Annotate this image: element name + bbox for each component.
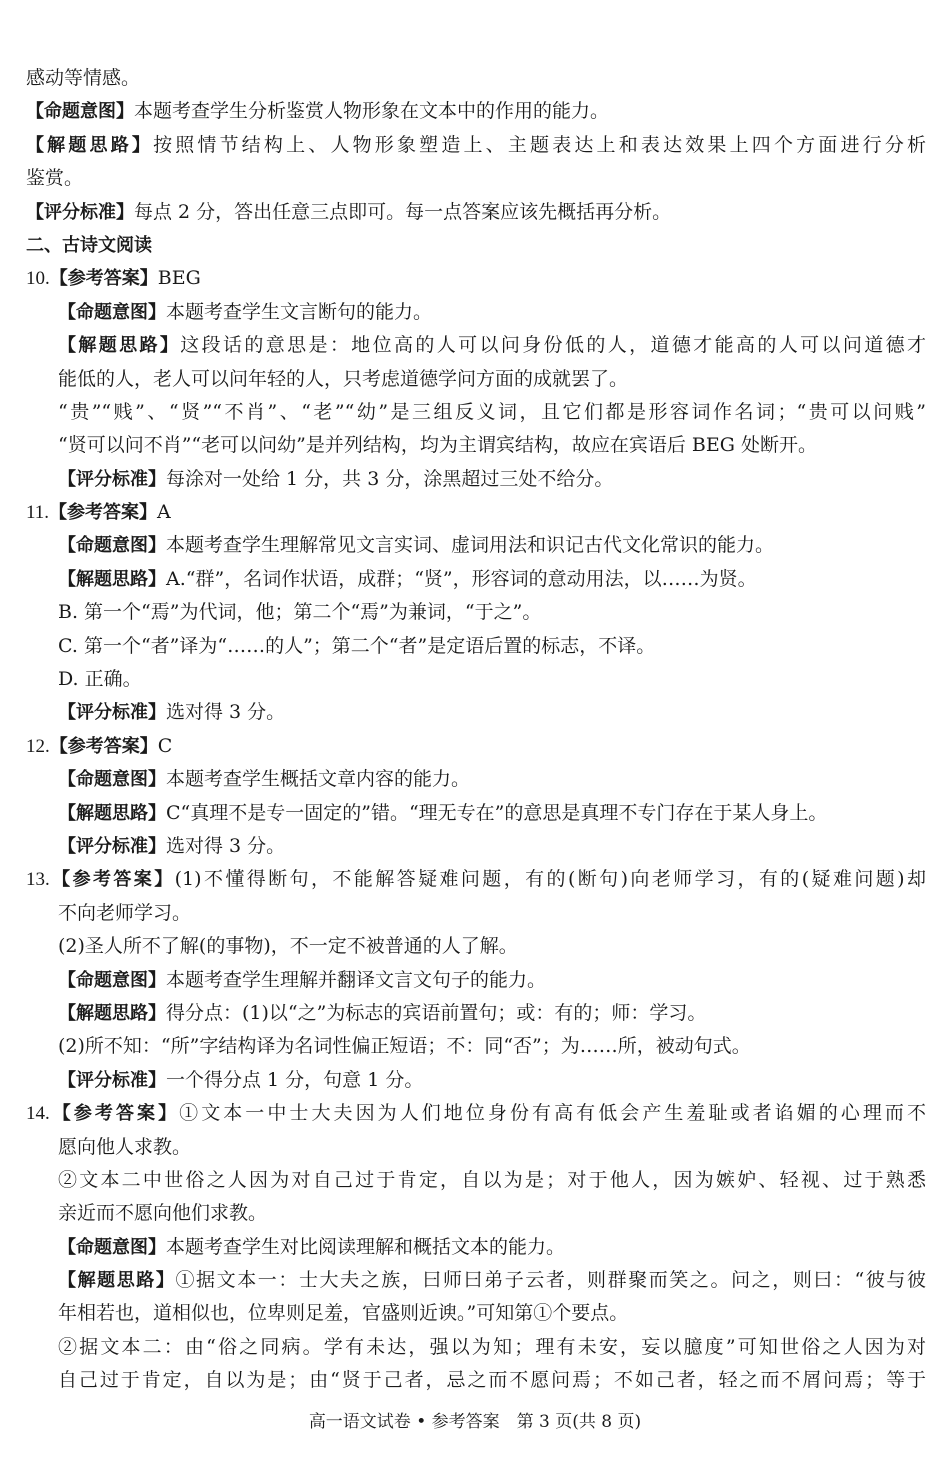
approach-text: 按照情节结构上、人物形象塑造上、主题表达上和表达效果上四个方面进行分析	[153, 133, 926, 156]
question-number: 14.	[26, 1103, 50, 1125]
intent-text: 本题考查学生分析鉴赏人物形象在文本中的作用的能力。	[134, 100, 610, 123]
approach-line	[26, 363, 926, 396]
intent-tag: 【命题意图】	[58, 769, 166, 791]
approach-tag: 【解题思路】	[58, 1270, 176, 1292]
intent-line	[26, 529, 926, 562]
approach-line	[26, 329, 926, 362]
scoring-line	[26, 1064, 926, 1097]
approach-line	[26, 1264, 926, 1297]
answer-text: (2)圣人所不了解(的事物)，不一定不被普通的人了解。	[58, 935, 518, 958]
intent-line	[26, 296, 926, 329]
approach-text: 自己过于肯定，自以为是；由“贤于己者，忌之而不愿问焉；不如己者，轻之而不屑问焉；等于	[58, 1369, 926, 1392]
approach-line	[26, 429, 926, 462]
approach-text: ②据文本二：由“俗之同病。学有未达，强以为知；理有未安，妄以臆度”可知世俗之人因为对	[58, 1335, 926, 1358]
answer-text: 愿向他人求教。	[58, 1135, 192, 1158]
scoring-tag: 【评分标准】	[26, 201, 134, 223]
approach-text: 年相若也，道相似也，位卑则足羞，官盛则近谀。”可知第①个要点。	[58, 1302, 629, 1325]
scoring-line	[26, 696, 926, 729]
intent-text: 本题考查学生概括文章内容的能力。	[166, 768, 471, 791]
scoring-line	[26, 830, 926, 863]
approach-tag: 【解题思路】	[58, 1002, 166, 1024]
answer-text: A	[157, 501, 171, 524]
intent-line	[26, 763, 926, 796]
scoring-text: 选对得 3 分。	[166, 834, 286, 857]
approach-line	[26, 1331, 926, 1364]
page-content	[26, 62, 926, 1398]
answer-tag: 【参考答案】	[49, 735, 158, 757]
question-number: 12.	[26, 735, 50, 757]
approach-tag: 【解题思路】	[26, 134, 154, 156]
approach-text: A.“群”，名词作状语，成群；“贤”，形容词的意动用法，以……为贤。	[166, 567, 757, 590]
answer-text: ①文本一中士大夫因为人们地位身份有高有低会产生羞耻或者谄媚的心理而不	[179, 1102, 926, 1125]
scoring-text: 每涂对一处给 1 分，共 3 分，涂黑超过三处不给分。	[166, 467, 614, 490]
approach-line	[26, 129, 926, 162]
approach-line	[26, 663, 926, 696]
approach-line	[26, 1364, 926, 1397]
intent-tag: 【命题意图】	[58, 1236, 166, 1258]
approach-text: 鉴赏。	[26, 167, 84, 190]
intent-tag: 【命题意图】	[26, 101, 134, 123]
answer-text: 不向老师学习。	[58, 901, 192, 924]
scoring-tag: 【评分标准】	[58, 835, 166, 857]
text-line	[26, 62, 926, 95]
intent-tag: 【命题意图】	[58, 969, 166, 991]
approach-line	[26, 563, 926, 596]
answer-line	[26, 930, 926, 963]
answer-text: ②文本二中世俗之人因为对自己过于肯定，自以为是；对于他人，因为嫉妒、轻视、过于熟悉	[58, 1168, 926, 1191]
scoring-tag: 【评分标准】	[58, 1069, 166, 1091]
answer-line	[26, 1164, 926, 1197]
answer-tag: 【参考答案】	[49, 268, 158, 290]
intent-line	[26, 1231, 926, 1264]
intent-text: 本题考查学生文言断句的能力。	[166, 300, 433, 323]
answer-text: C	[157, 734, 173, 757]
approach-text: “贤可以问不肖”“老可以问幼”是并列结构，均为主谓宾结构，故应在宾语后 BEG 处断开。	[58, 434, 817, 457]
intent-line	[26, 95, 926, 128]
scoring-line	[26, 463, 926, 496]
approach-line	[26, 997, 926, 1030]
answer-text: (1)不懂得断句，不能解答疑难问题，有的(断句)向老师学习，有的(疑难问题)却	[174, 868, 926, 891]
intent-text: 本题考查学生理解常见文言实词、虚词用法和识记古代文化常识的能力。	[166, 534, 775, 557]
approach-tag: 【解题思路】	[58, 568, 166, 590]
question-number: 11.	[26, 502, 50, 524]
approach-line	[26, 630, 926, 663]
intent-tag: 【命题意图】	[58, 535, 166, 557]
page-footer: 高一语文试卷 • 参考答案 第 3 页(共 8 页)	[308, 1412, 642, 1432]
question-number: 13.	[26, 869, 50, 891]
approach-text: 得分点：(1)以“之”为标志的宾语前置句；或：有的；师：学习。	[166, 1001, 707, 1024]
answer-line	[26, 1197, 926, 1230]
scoring-text: 一个得分点 1 分，句意 1 分。	[166, 1068, 424, 1091]
approach-line	[26, 596, 926, 629]
scoring-text: 选对得 3 分。	[166, 701, 286, 724]
approach-tag: 【解题思路】	[58, 335, 181, 357]
answer-text: 亲近而不愿向他们求教。	[58, 1202, 268, 1225]
intent-text: 本题考查学生理解并翻译文言文句子的能力。	[166, 968, 547, 991]
answer-tag: 【参考答案】	[49, 1103, 180, 1125]
question-11-answer	[26, 496, 926, 529]
approach-line	[26, 162, 926, 195]
scoring-text: 每点 2 分，答出任意三点即可。每一点答案应该先概括再分析。	[134, 200, 672, 223]
section-heading	[26, 229, 926, 262]
intent-text: 本题考查学生对比阅读理解和概括文本的能力。	[166, 1235, 566, 1258]
approach-line	[26, 1297, 926, 1330]
approach-line	[26, 1030, 926, 1063]
approach-text: 这段话的意思是：地位高的人可以问身份低的人，道德才能高的人可以问道德才	[180, 334, 926, 357]
approach-line	[26, 797, 926, 830]
question-12-answer	[26, 730, 926, 763]
answer-text: 感动等情感。	[26, 67, 141, 89]
answer-text: BEG	[157, 267, 201, 290]
scoring-line	[26, 196, 926, 229]
question-13-answer	[26, 863, 926, 896]
approach-text: 能低的人，老人可以问年轻的人，只考虑道德学问方面的成就罢了。	[58, 367, 629, 390]
answer-tag: 【参考答案】	[49, 869, 175, 891]
approach-text: C“真理不是专一固定的”错。“理无专在”的意思是真理不专门存在于某人身上。	[166, 801, 828, 824]
intent-line	[26, 964, 926, 997]
question-14-answer	[26, 1097, 926, 1130]
section-title: 二、古诗文阅读	[26, 234, 152, 256]
scoring-tag: 【评分标准】	[58, 468, 166, 490]
approach-line	[26, 396, 926, 429]
approach-text: C. 第一个“者”译为“……的人”；第二个“者”是定语后置的标志，不译。	[58, 634, 656, 657]
question-number: 10.	[26, 268, 50, 290]
approach-text: D. 正确。	[58, 668, 142, 691]
answer-line	[26, 897, 926, 930]
scoring-tag: 【评分标准】	[58, 702, 166, 724]
question-10-answer	[26, 262, 926, 295]
approach-text: “贵”“贱”、“贤”“不肖”、“老”“幼”是三组反义词，且它们都是形容词作名词；“贵可以问贱”	[58, 400, 926, 423]
approach-text: (2)所不知：“所”字结构译为名词性偏正短语；不：同“否”；为……所，被动句式。	[58, 1035, 751, 1058]
intent-tag: 【命题意图】	[58, 301, 166, 323]
approach-text: ①据文本一：士大夫之族，曰师曰弟子云者，则群聚而笑之。问之，则曰：“彼与彼	[175, 1269, 926, 1292]
approach-text: B. 第一个“焉”为代词，他；第二个“焉”为兼词，“于之”。	[58, 601, 542, 624]
approach-tag: 【解题思路】	[58, 802, 166, 824]
answer-tag: 【参考答案】	[49, 502, 158, 524]
answer-line	[26, 1131, 926, 1164]
